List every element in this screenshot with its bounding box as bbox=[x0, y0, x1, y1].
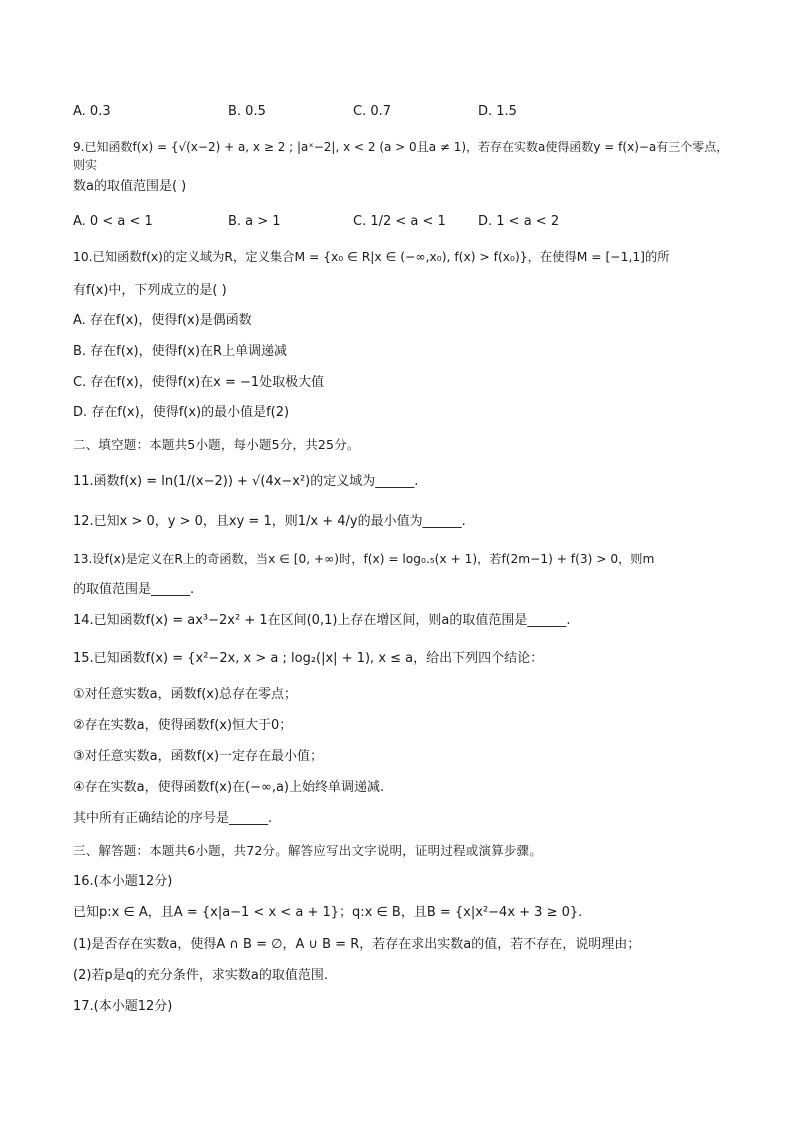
q17-heading: 17.(本小题12分) bbox=[73, 999, 173, 1014]
q9-option-a: A. 0 < a < 1 bbox=[73, 214, 153, 229]
q10-option-a: A. 存在f(x)，使得f(x)是偶函数 bbox=[73, 313, 252, 328]
q9-stem: 9.已知函数f(x) = {√(x−2) + a, x ≥ 2 ; |aˣ−2|, x < 2 (a > 0且a ≠ 1)，若存在实数a使得函数y = f(x)−a有三个零点，则实 bbox=[73, 140, 729, 172]
q10-option-d: D. 存在f(x)，使得f(x)的最小值是f(2) bbox=[73, 405, 290, 420]
q16-part-2: (2)若p是q的充分条件，求实数a的取值范围. bbox=[73, 968, 329, 983]
q8-option-a: A. 0.3 bbox=[73, 104, 111, 119]
q10-stem: 10.已知函数f(x)的定义域为R，定义集合M = {x₀ ∈ R|x ∈ (−∞,x₀), f(x) > f(x₀)}，在使得M = [−1,1]的所 bbox=[73, 250, 670, 264]
q8-option-d: D. 1.5 bbox=[478, 104, 517, 119]
q9-option-b: B. a > 1 bbox=[228, 214, 281, 229]
q10-option-b: B. 存在f(x)，使得f(x)在R上单调递减 bbox=[73, 344, 288, 359]
q12-stem: 12.已知x > 0，y > 0，且xy = 1，则1/x + 4/y的最小值为______. bbox=[73, 514, 466, 529]
q8-option-c: C. 0.7 bbox=[353, 104, 392, 119]
q10-stem-cont: 有f(x)中，下列成立的是( ) bbox=[73, 283, 227, 298]
q9-option-d: D. 1 < a < 2 bbox=[478, 214, 560, 229]
q15-stem: 15.已知函数f(x) = {x²−2x, x > a ; log₂(|x| + 1), x ≤ a，给出下列四个结论： bbox=[73, 651, 544, 666]
q13-stem: 13.设f(x)是定义在R上的奇函数，当x ∈ [0, +∞)时，f(x) = log₀.₅(x + 1)，若f(2m−1) + f(3) > 0，则m bbox=[73, 552, 655, 566]
q13-stem-cont: 的取值范围是______. bbox=[73, 582, 195, 597]
q15-question: 其中所有正确结论的序号是______. bbox=[73, 811, 273, 826]
q15-conclusion-1: ①对任意实数a，函数f(x)总存在零点； bbox=[73, 687, 298, 702]
q15-conclusion-3: ③对任意实数a，函数f(x)一定存在最小值； bbox=[73, 749, 324, 764]
section-fill-in-heading: 二、填空题：本题共5小题，每小题5分，共25分。 bbox=[73, 437, 360, 452]
q10-option-c: C. 存在f(x)，使得f(x)在x = −1处取极大值 bbox=[73, 375, 325, 390]
section-solutions-heading: 三、解答题：本题共6小题，共72分。解答应写出文字说明，证明过程或演算步骤。 bbox=[73, 843, 542, 858]
q11-stem: 11.函数f(x) = ln(1/(x−2)) + √(4x−x²)的定义域为______. bbox=[73, 474, 419, 489]
q9-stem-cont: 数a的取值范围是( ) bbox=[73, 179, 187, 194]
q16-part-1: (1)是否存在实数a，使得A ∩ B = ∅，A ∪ B = R，若存在求出实数a的值，若不存在，说明理由； bbox=[73, 937, 641, 952]
q8-option-b: B. 0.5 bbox=[228, 104, 266, 119]
q16-heading: 16.(本小题12分) bbox=[73, 874, 173, 889]
q15-conclusion-2: ②存在实数a，使得函数f(x)恒大于0； bbox=[73, 718, 293, 733]
q16-stem: 已知p:x ∈ A，且A = {x|a−1 < x < a + 1}；q:x ∈ B，且B = {x|x²−4x + 3 ≥ 0}. bbox=[73, 905, 583, 920]
q9-option-c: C. 1/2 < a < 1 bbox=[353, 214, 446, 229]
q14-stem: 14.已知函数f(x) = ax³−2x² + 1在区间(0,1)上存在增区间，则a的取值范围是______. bbox=[73, 613, 571, 628]
q15-conclusion-4: ④存在实数a，使得函数f(x)在(−∞,a)上始终单调递减. bbox=[73, 780, 385, 795]
